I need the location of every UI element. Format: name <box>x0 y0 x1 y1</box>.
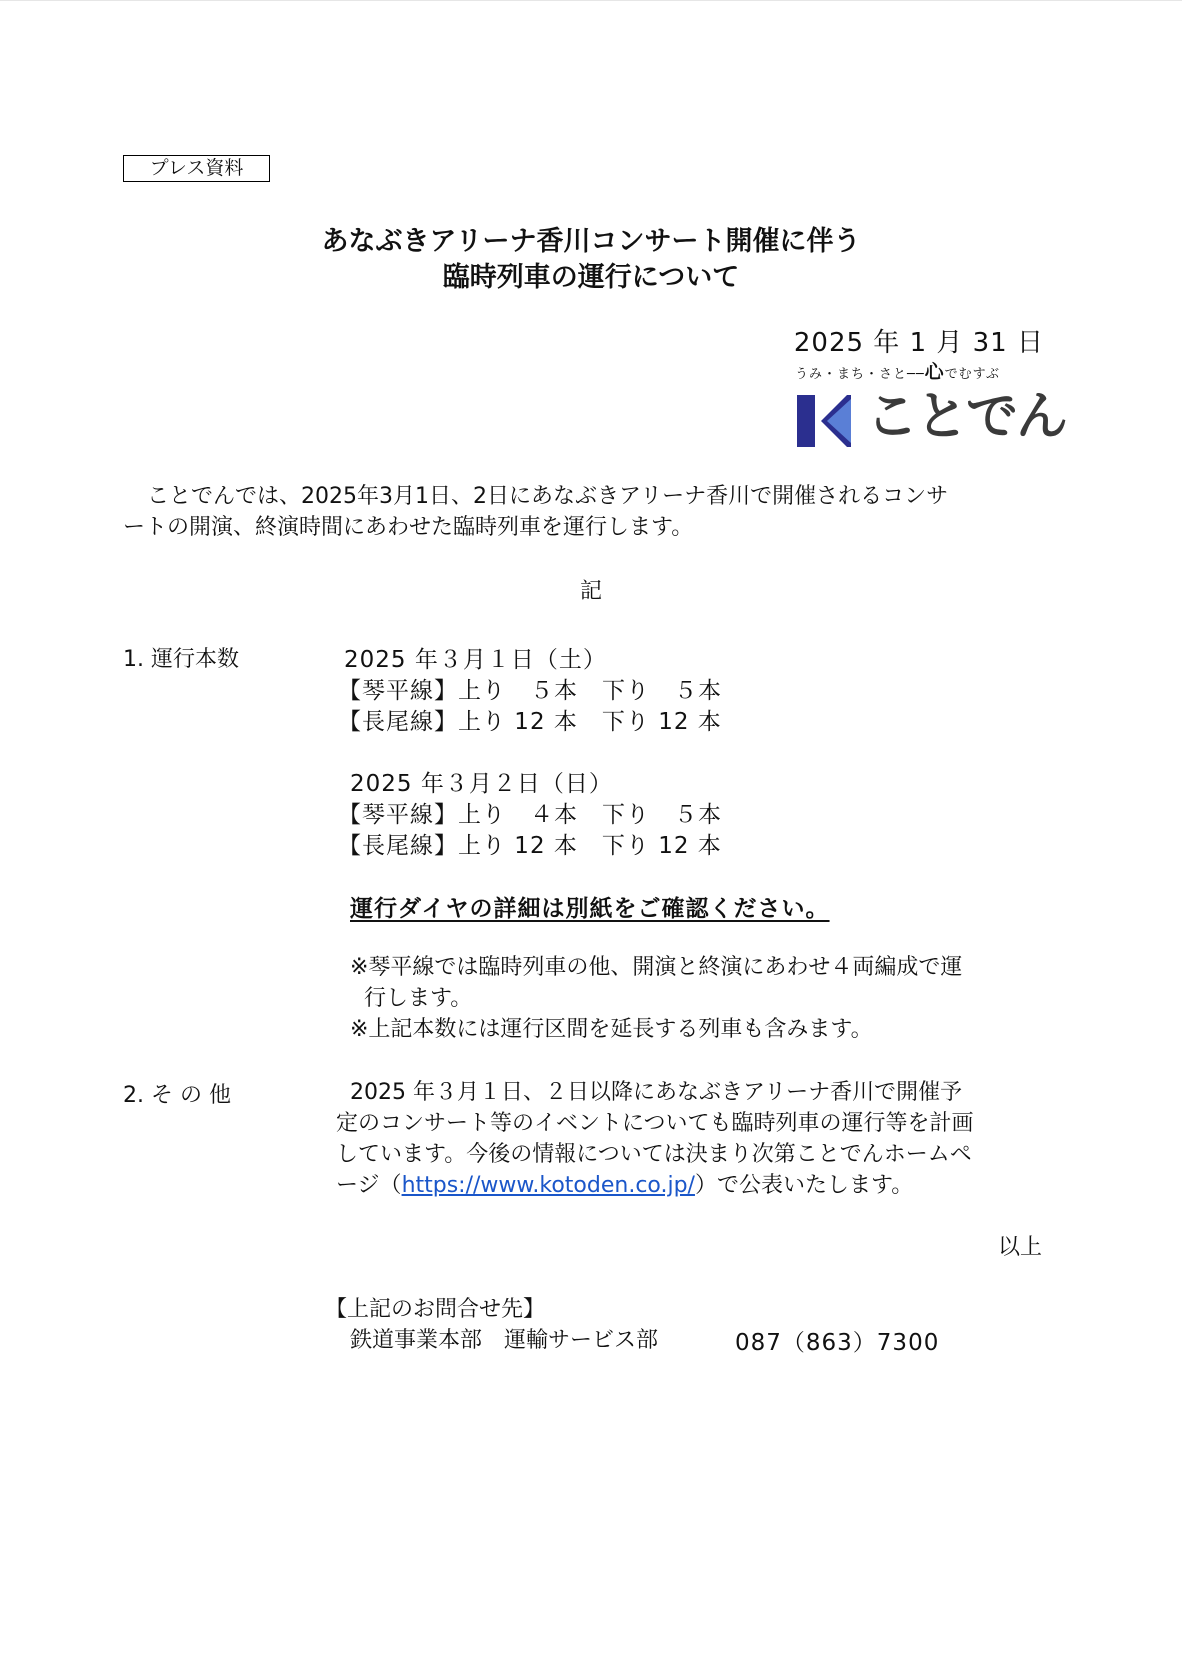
tagline-end: でむすぶ <box>944 367 1001 382</box>
other-line-1: 2025 年３月１日、２日以降にあなぶきアリーナ香川で開催予 <box>350 1080 963 1105</box>
contact-phone: 087（863）7300 <box>735 1330 940 1356</box>
kotoden-logo-icon <box>797 395 851 447</box>
note-1-line-2: 行します。 <box>364 986 473 1011</box>
contact-heading: 【上記のお問合せ先】 <box>325 1297 546 1322</box>
logo-tagline <box>795 357 1000 384</box>
kotoden-logo-text: ことでん <box>866 387 1067 447</box>
note-2: ※上記本数には運行区間を延長する列車も含みます。 <box>350 1017 873 1042</box>
day1-nagao: 【長尾線】上り 12 本 下り 12 本 <box>338 709 722 735</box>
section-2-label: 2. そ の 他 <box>123 1083 231 1108</box>
title-line-2: 臨時列車の運行について <box>442 262 740 293</box>
other-line-2: 定のコンサート等のイベントについても臨時列車の運行等を計画 <box>336 1111 974 1136</box>
tagline-start: うみ・まち・さと── <box>795 367 925 382</box>
intro-line-1: ことでんでは、2025年3月1日、2日にあなぶきアリーナ香川で開催されるコンサ <box>147 484 949 509</box>
intro-line-2: ートの開演、終演時間にあわせた臨時列車を運行します。 <box>123 515 694 540</box>
closing-ijou: 以上 <box>997 1235 1042 1260</box>
section-1-label: 1. 運行本数 <box>123 647 239 672</box>
other-line-4-end: ）で公表いたします。 <box>694 1173 914 1198</box>
day1-kotohira: 【琴平線】上り ５本 下り ５本 <box>338 678 722 704</box>
ki-heading: 記 <box>579 579 602 604</box>
timetable-notice: 運行ダイヤの詳細は別紙をご確認ください。 <box>350 896 830 922</box>
other-line-4 <box>336 1170 913 1201</box>
other-line-4-start: ージ（ <box>336 1173 402 1198</box>
other-line-3: しています。今後の情報については決まり次第ことでんホームペ <box>336 1142 972 1167</box>
press-release-label: プレス資料 <box>123 155 270 182</box>
day2-date: 2025 年３月２日（日） <box>350 771 613 797</box>
kotoden-website-link[interactable]: https://www.kotoden.co.jp/ <box>401 1173 695 1198</box>
day1-date: 2025 年３月１日（土） <box>344 647 607 673</box>
tagline-kokoro: 心 <box>924 361 945 383</box>
note-1-line-1: ※琴平線では臨時列車の他、開演と終演にあわせ４両編成で運 <box>350 955 963 980</box>
release-date: 2025 年 1 月 31 日 <box>793 328 1044 358</box>
contact-department: 鉄道事業本部 運輸サービス部 <box>350 1328 659 1353</box>
title-line-1: あなぶきアリーナ香川コンサート開催に伴う <box>321 226 861 257</box>
day2-nagao: 【長尾線】上り 12 本 下り 12 本 <box>338 833 722 859</box>
day2-kotohira: 【琴平線】上り ４本 下り ５本 <box>338 802 722 828</box>
